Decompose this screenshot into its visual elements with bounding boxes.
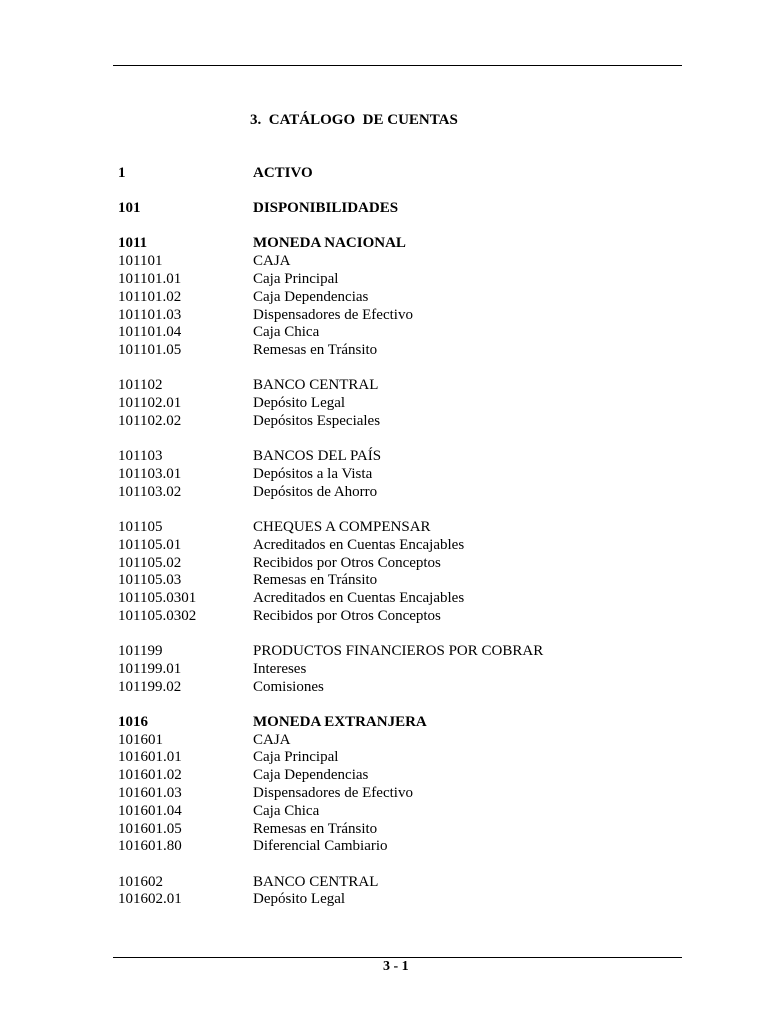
account-catalog [118, 165, 678, 909]
account-name: Caja Chica [253, 324, 320, 341]
account-name: Recibidos por Otros Conceptos [253, 607, 441, 624]
account-name: Caja Dependencias [253, 767, 369, 784]
account-name: Depósitos de Ahorro [253, 483, 378, 500]
account-row [118, 377, 678, 395]
account-name: Dispensadores de Efectivo [253, 306, 413, 323]
header-rule [113, 65, 682, 66]
account-row [118, 608, 678, 626]
account-code: 101 [118, 200, 141, 217]
account-row [118, 466, 678, 484]
account-code: 101103 [118, 448, 163, 465]
account-row [118, 679, 678, 697]
account-code: 101105.01 [118, 536, 182, 553]
account-code: 1011 [118, 235, 148, 252]
account-name: Remesas en Tránsito [253, 342, 378, 359]
account-row [118, 413, 678, 431]
account-name: Remesas en Tránsito [253, 820, 378, 837]
account-name: ACTIVO [253, 165, 313, 181]
account-code: 101199 [118, 643, 163, 660]
account-code: 101102.02 [118, 412, 182, 429]
account-row [118, 519, 678, 537]
account-name: DISPONIBILIDADES [253, 200, 399, 217]
account-code: 101601.03 [118, 785, 182, 802]
account-row [118, 324, 678, 342]
account-row [118, 803, 678, 821]
account-code: 1016 [118, 713, 148, 730]
account-code: 101105 [118, 518, 163, 535]
account-row [118, 714, 678, 732]
account-row [118, 200, 678, 218]
account-row [118, 661, 678, 679]
account-name: Diferencial Cambiario [253, 838, 388, 855]
account-code: 101199.01 [118, 660, 182, 677]
account-row [118, 537, 678, 555]
account-name: Depósitos a la Vista [253, 465, 373, 482]
account-row [118, 749, 678, 767]
account-name: Recibidos por Otros Conceptos [253, 554, 441, 571]
account-code: 1 [118, 165, 126, 181]
account-name: Comisiones [253, 678, 324, 695]
account-row [118, 838, 678, 856]
account-row [118, 165, 678, 183]
account-row [118, 235, 678, 253]
account-name: Acreditados en Cuentas Encajables [253, 590, 465, 607]
account-name: BANCO CENTRAL [253, 377, 379, 394]
page-number: 3 - 1 [383, 959, 409, 974]
account-row [118, 271, 678, 289]
account-row [118, 395, 678, 413]
account-name: BANCO CENTRAL [253, 873, 379, 890]
account-code: 101601.01 [118, 749, 182, 766]
account-code: 101102 [118, 377, 163, 394]
account-name: Caja Principal [253, 270, 339, 287]
account-row [118, 821, 678, 839]
account-code: 101105.03 [118, 572, 182, 589]
account-row [118, 732, 678, 750]
account-name: Caja Dependencias [253, 288, 369, 305]
account-code: 101101.01 [118, 270, 182, 287]
account-code: 101105.0301 [118, 590, 197, 607]
account-row [118, 785, 678, 803]
account-code: 101101.05 [118, 342, 182, 359]
account-name: CAJA [253, 253, 291, 270]
account-name: MONEDA EXTRANJERA [253, 713, 427, 730]
account-code: 101602.01 [118, 891, 182, 908]
account-row [118, 891, 678, 909]
account-row [118, 342, 678, 360]
account-code: 101101.02 [118, 288, 182, 305]
account-name: Caja Chica [253, 802, 320, 819]
account-code: 101103.02 [118, 483, 182, 500]
account-row [118, 289, 678, 307]
account-name: Depósito Legal [253, 395, 346, 412]
account-name: CAJA [253, 731, 291, 748]
account-code: 101601.80 [118, 838, 182, 855]
account-code: 101601.02 [118, 767, 182, 784]
account-row [118, 572, 678, 590]
account-name: PRODUCTOS FINANCIEROS POR COBRAR [253, 643, 544, 660]
account-row [118, 307, 678, 325]
account-code: 101101.04 [118, 324, 182, 341]
account-name: Caja Principal [253, 749, 339, 766]
account-code: 101101.03 [118, 306, 182, 323]
account-row [118, 555, 678, 573]
account-name: Dispensadores de Efectivo [253, 785, 413, 802]
account-row [118, 767, 678, 785]
account-code: 101601.04 [118, 802, 182, 819]
account-row [118, 448, 678, 466]
account-name: BANCOS DEL PAÍS [253, 448, 382, 465]
account-name: CHEQUES A COMPENSAR [253, 518, 431, 535]
account-name: Intereses [253, 660, 307, 677]
account-row [118, 253, 678, 271]
account-code: 101103.01 [118, 465, 182, 482]
account-row [118, 484, 678, 502]
page-title: 3. CATÁLOGO DE CUENTAS [250, 112, 458, 128]
account-row [118, 643, 678, 661]
account-name: Remesas en Tránsito [253, 572, 378, 589]
account-code: 101601 [118, 731, 163, 748]
account-name: MONEDA NACIONAL [253, 235, 406, 252]
account-row [118, 874, 678, 892]
account-code: 101199.02 [118, 678, 182, 695]
account-code: 101101 [118, 253, 163, 270]
account-name: Acreditados en Cuentas Encajables [253, 536, 465, 553]
account-code: 101105.02 [118, 554, 182, 571]
account-code: 101602 [118, 873, 163, 890]
account-name: Depósitos Especiales [253, 412, 381, 429]
account-code: 101601.05 [118, 820, 182, 837]
account-name: Depósito Legal [253, 891, 346, 908]
account-code: 101102.01 [118, 395, 182, 412]
account-code: 101105.0302 [118, 607, 197, 624]
account-row [118, 590, 678, 608]
